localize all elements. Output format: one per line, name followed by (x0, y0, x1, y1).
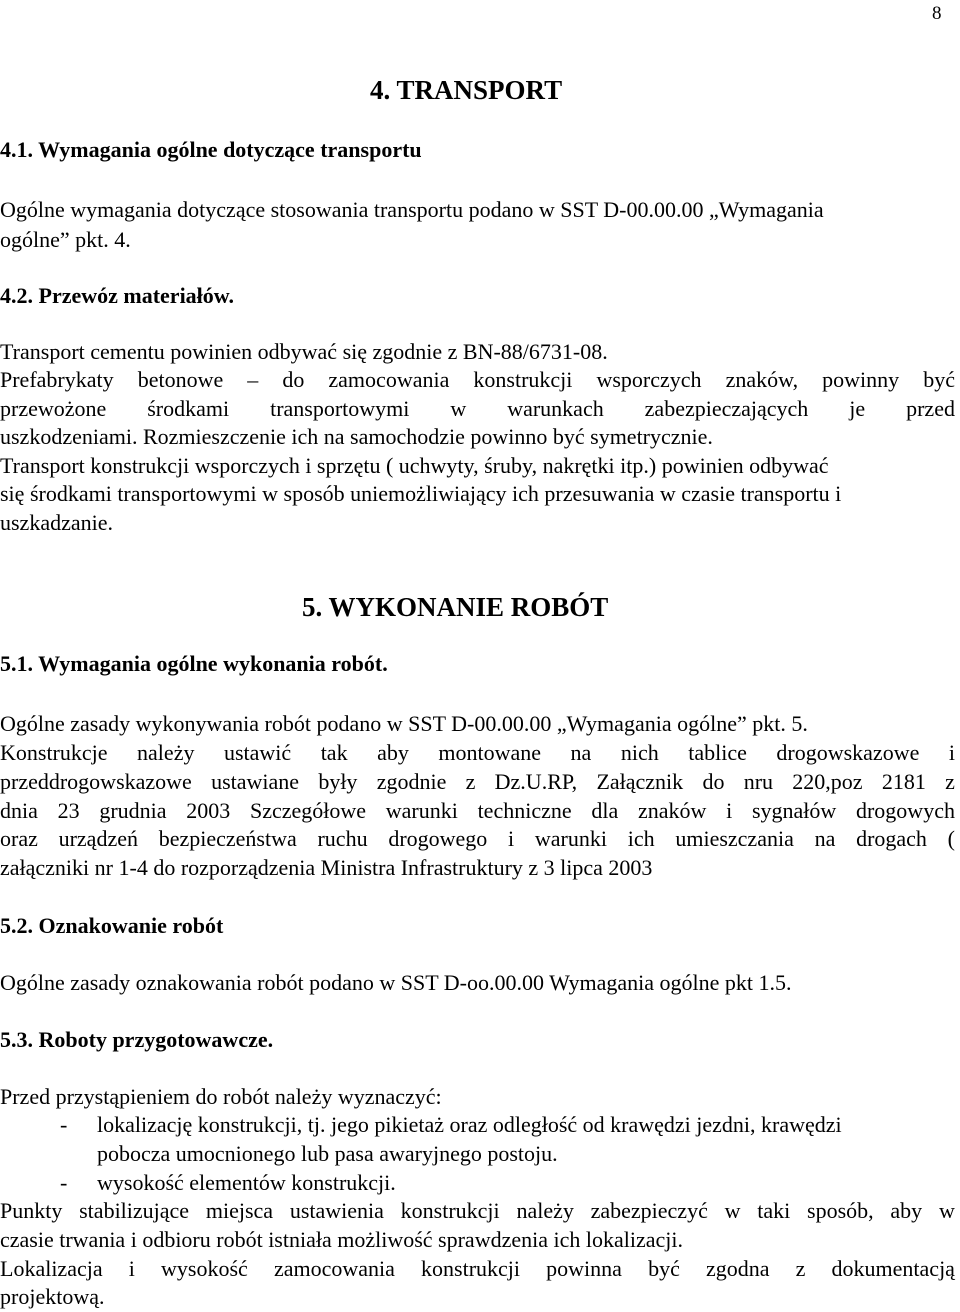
bullet-item-continuation: pobocza umocnionego lub pasa awaryjnego postoju. (97, 1141, 558, 1166)
paragraph-line: się środkami transportowymi w sposób uniemożliwiający ich przesuwania w czasie transportu i (0, 481, 842, 506)
paragraph-line: Transport cementu powinien odbywać się zgodnie z BN-88/6731-08. (0, 339, 608, 364)
paragraph-line: oraz urządzeń bezpieczeństwa ruchu drogowego i warunki ich umieszczania na drogach ( (0, 826, 955, 851)
section-4-heading: 4. TRANSPORT (370, 75, 563, 105)
section-4-2-heading: 4.2. Przewóz materiałów. (0, 283, 234, 308)
page-number: 8 (932, 3, 942, 24)
paragraph-line: przeddrogowskazowe ustawiane były zgodnie z Dz.U.RP, Załącznik do nru 220,poz 2181 z (0, 769, 955, 794)
paragraph-line: projektową. (0, 1284, 105, 1309)
paragraph-line: Punkty stabilizujące miejsca ustawienia konstrukcji należy zabezpieczyć w taki sposób, aby w (0, 1198, 955, 1223)
paragraph-line: dnia 23 grudnia 2003 Szczegółowe warunki techniczne dla znaków i sygnałów drogowych (0, 798, 955, 823)
section-4-1-heading: 4.1. Wymagania ogólne dotyczące transportu (0, 137, 422, 162)
bullet-marker: - (60, 1170, 68, 1195)
paragraph-line: Konstrukcje należy ustawić tak aby montowane na nich tablice drogowskazowe i (0, 740, 955, 765)
section-5-1-heading: 5.1. Wymagania ogólne wykonania robót. (0, 651, 388, 676)
paragraph-line: Ogólne wymagania dotyczące stosowania transportu podano w SST D-00.00.00 „Wymagania (0, 197, 824, 222)
paragraph-line: załączniki nr 1-4 do rozporządzenia Ministra Infrastruktury z 3 lipca 2003 (0, 855, 653, 880)
paragraph-line: Prefabrykaty betonowe – do zamocowania konstrukcji wsporczych znaków, powinny być (0, 367, 955, 392)
paragraph-line: przewożone środkami transportowymi w warunkach zabezpieczających je przed (0, 396, 955, 421)
paragraph-line: Transport konstrukcji wsporczych i sprzętu ( uchwyty, śruby, nakrętki itp.) powinien odbywać (0, 453, 829, 478)
bullet-item: lokalizację konstrukcji, tj. jego pikietaż oraz odległość od krawędzi jezdni, krawędzi (97, 1112, 842, 1137)
paragraph-line: Przed przystąpieniem do robót należy wyznaczyć: (0, 1084, 442, 1109)
paragraph-line: czasie trwania i odbioru robót istniała możliwość sprawdzenia ich lokalizacji. (0, 1227, 683, 1252)
paragraph-line: uszkodzeniami. Rozmieszczenie ich na samochodzie powinno być symetrycznie. (0, 424, 713, 449)
section-5-heading: 5. WYKONANIE ROBÓT (302, 592, 609, 622)
bullet-marker: - (60, 1112, 68, 1137)
bullet-item: wysokość elementów konstrukcji. (97, 1170, 396, 1195)
paragraph-line: Ogólne zasady wykonywania robót podano w SST D-00.00.00 „Wymagania ogólne” pkt. 5. (0, 711, 808, 736)
paragraph-line: ogólne” pkt. 4. (0, 227, 131, 252)
section-5-2-heading: 5.2. Oznakowanie robót (0, 913, 224, 938)
paragraph-line: Lokalizacja i wysokość zamocowania konstrukcji powinna być zgodna z dokumentacją (0, 1256, 955, 1281)
section-5-3-heading: 5.3. Roboty przygotowawcze. (0, 1027, 274, 1052)
paragraph-line: Ogólne zasady oznakowania robót podano w SST D-oo.00.00 Wymagania ogólne pkt 1.5. (0, 970, 792, 995)
paragraph-line: uszkadzanie. (0, 510, 113, 535)
